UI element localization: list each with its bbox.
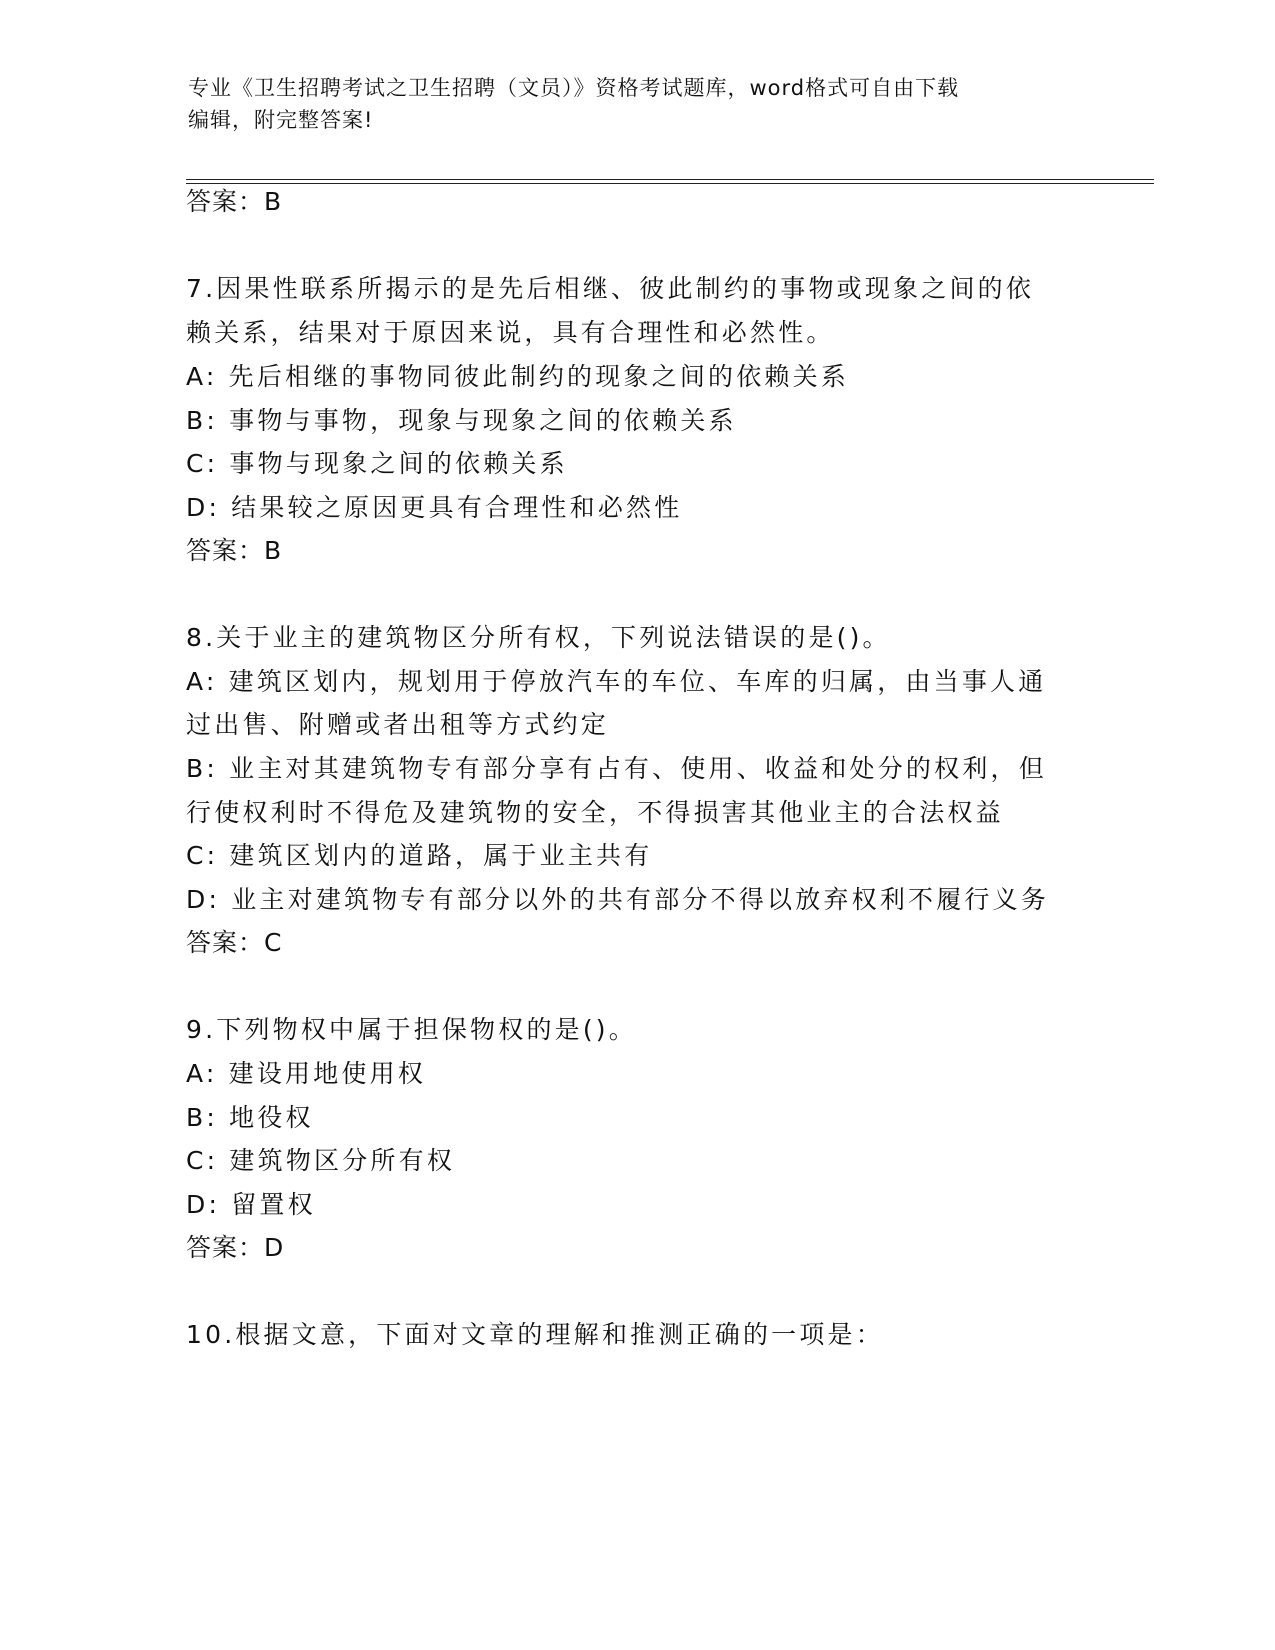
question-9-option-a: A: 建设用地使用权 <box>186 1059 427 1088</box>
question-7-stem-line-1: 7.因果性联系所揭示的是先后相继、彼此制约的事物或现象之间的依 <box>186 274 1035 303</box>
question-7-option-c: C: 事物与现象之间的依赖关系 <box>186 449 568 478</box>
document-header <box>188 72 1088 136</box>
question-7-option-b: B: 事物与事物，现象与现象之间的依赖关系 <box>186 406 737 435</box>
question-8-answer: 答案：C <box>186 928 283 957</box>
question-9-option-b: B: 地役权 <box>186 1103 314 1132</box>
header-line-1: 专业《卫生招聘考试之卫生招聘（文员）》资格考试题库，word格式可自由下载 <box>188 76 960 100</box>
question-7-stem-line-2: 赖关系，结果对于原因来说，具有合理性和必然性。 <box>186 318 835 347</box>
header-divider-bottom <box>186 183 1154 184</box>
question-10-stem: 10.根据文意，下面对文章的理解和推测正确的一项是： <box>186 1320 884 1349</box>
question-8-stem: 8.关于业主的建筑物区分所有权，下列说法错误的是()。 <box>186 623 891 652</box>
header-divider-top <box>186 179 1154 180</box>
question-9-option-c: C: 建筑物区分所有权 <box>186 1146 456 1175</box>
question-8-option-a-line-1: A: 建筑区划内，规划用于停放汽车的车位、车库的归属，由当事人通 <box>186 667 1047 696</box>
question-9-option-d: D: 留置权 <box>186 1190 316 1219</box>
header-line-2: 编辑，附完整答案! <box>188 108 374 132</box>
answer-prev: 答案：B <box>186 187 283 216</box>
question-8-option-b-line-1: B: 业主对其建筑物专有部分享有占有、使用、收益和处分的权利，但 <box>186 754 1047 783</box>
question-7-answer: 答案：B <box>186 536 283 565</box>
question-7-option-a: A: 先后相继的事物同彼此制约的现象之间的依赖关系 <box>186 362 850 391</box>
question-7-option-d: D: 结果较之原因更具有合理性和必然性 <box>186 493 683 522</box>
question-9-stem: 9.下列物权中属于担保物权的是()。 <box>186 1015 637 1044</box>
question-8-option-a-line-2: 过出售、附赠或者出租等方式约定 <box>186 710 610 739</box>
question-9-answer: 答案：D <box>186 1233 285 1262</box>
question-8-option-b-line-2: 行使权利时不得危及建筑物的安全，不得损害其他业主的合法权益 <box>186 798 1004 827</box>
question-8-option-c: C: 建筑区划内的道路，属于业主共有 <box>186 841 653 870</box>
question-8-option-d: D: 业主对建筑物专有部分以外的共有部分不得以放弃权利不履行义务 <box>186 885 1050 914</box>
